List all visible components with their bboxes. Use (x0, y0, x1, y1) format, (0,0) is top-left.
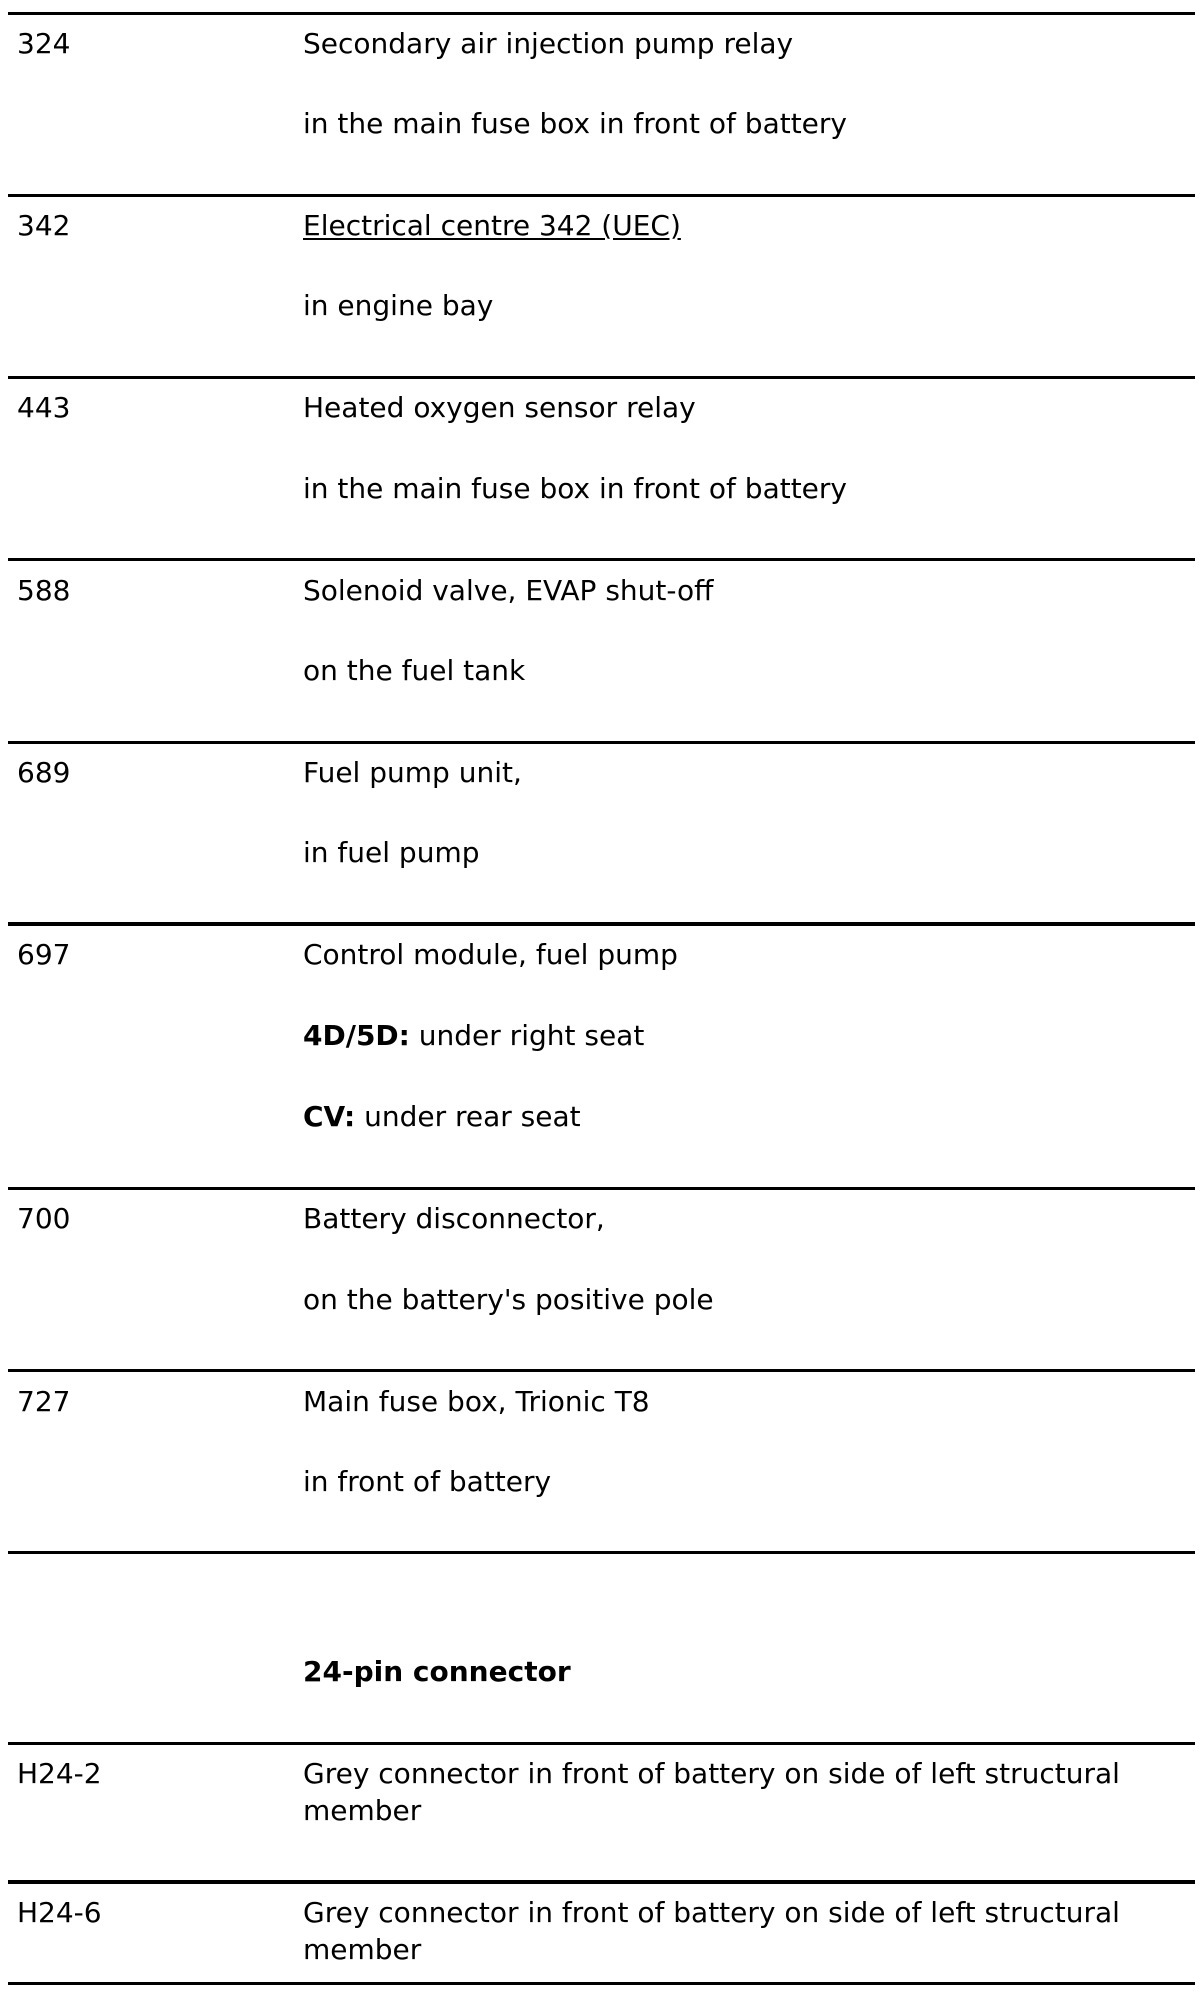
component-location: on the fuel tank (303, 654, 526, 687)
row-divider (8, 558, 1195, 561)
component-name: Fuel pump unit, (303, 756, 522, 789)
component-name: Main fuse box, Trionic T8 (303, 1385, 650, 1418)
connector-code: H24-6 (17, 1896, 102, 1929)
component-code: 689 (17, 756, 71, 789)
row-divider (8, 1369, 1195, 1372)
connector-location: Grey connector in front of battery on side of left structural member (303, 1757, 1120, 1827)
row-divider (8, 1982, 1195, 1985)
variant-text: under right seat (409, 1019, 645, 1052)
component-code: 588 (17, 574, 71, 607)
component-link[interactable]: Electrical centre 342 (UEC) (303, 209, 681, 242)
component-location: in fuel pump (303, 836, 480, 869)
row-divider (8, 1187, 1195, 1190)
component-location: on the battery's positive pole (303, 1283, 714, 1316)
component-code: 342 (17, 209, 71, 242)
row-divider (8, 1551, 1195, 1554)
component-name: Control module, fuel pump (303, 938, 678, 971)
variant-location (303, 1019, 644, 1053)
component-location: in the main fuse box in front of battery (303, 107, 847, 140)
connector-code: H24-2 (17, 1757, 102, 1790)
component-name: Solenoid valve, EVAP shut-off (303, 574, 714, 607)
component-location: in front of battery (303, 1465, 552, 1498)
component-name: Heated oxygen sensor relay (303, 391, 696, 424)
row-divider (8, 741, 1195, 744)
variant-text: under rear seat (355, 1100, 581, 1133)
section-heading: 24-pin connector (303, 1655, 571, 1688)
component-code: 324 (17, 27, 71, 60)
variant-label: CV: (303, 1100, 356, 1133)
variant-location (303, 1100, 581, 1134)
component-code: 443 (17, 391, 71, 424)
component-code: 697 (17, 938, 71, 971)
row-divider (8, 194, 1195, 197)
component-code: 700 (17, 1202, 71, 1235)
variant-label: 4D/5D: (303, 1019, 410, 1052)
connector-location: Grey connector in front of battery on side of left structural member (303, 1896, 1120, 1966)
row-divider (8, 12, 1195, 15)
component-code: 727 (17, 1385, 71, 1418)
row-divider (8, 1742, 1195, 1745)
component-location: in engine bay (303, 289, 494, 322)
component-name: Battery disconnector, (303, 1202, 605, 1235)
component-name: Secondary air injection pump relay (303, 27, 794, 60)
row-divider (8, 922, 1195, 926)
row-divider (8, 1880, 1195, 1884)
component-location: in the main fuse box in front of battery (303, 472, 847, 505)
row-divider (8, 376, 1195, 379)
